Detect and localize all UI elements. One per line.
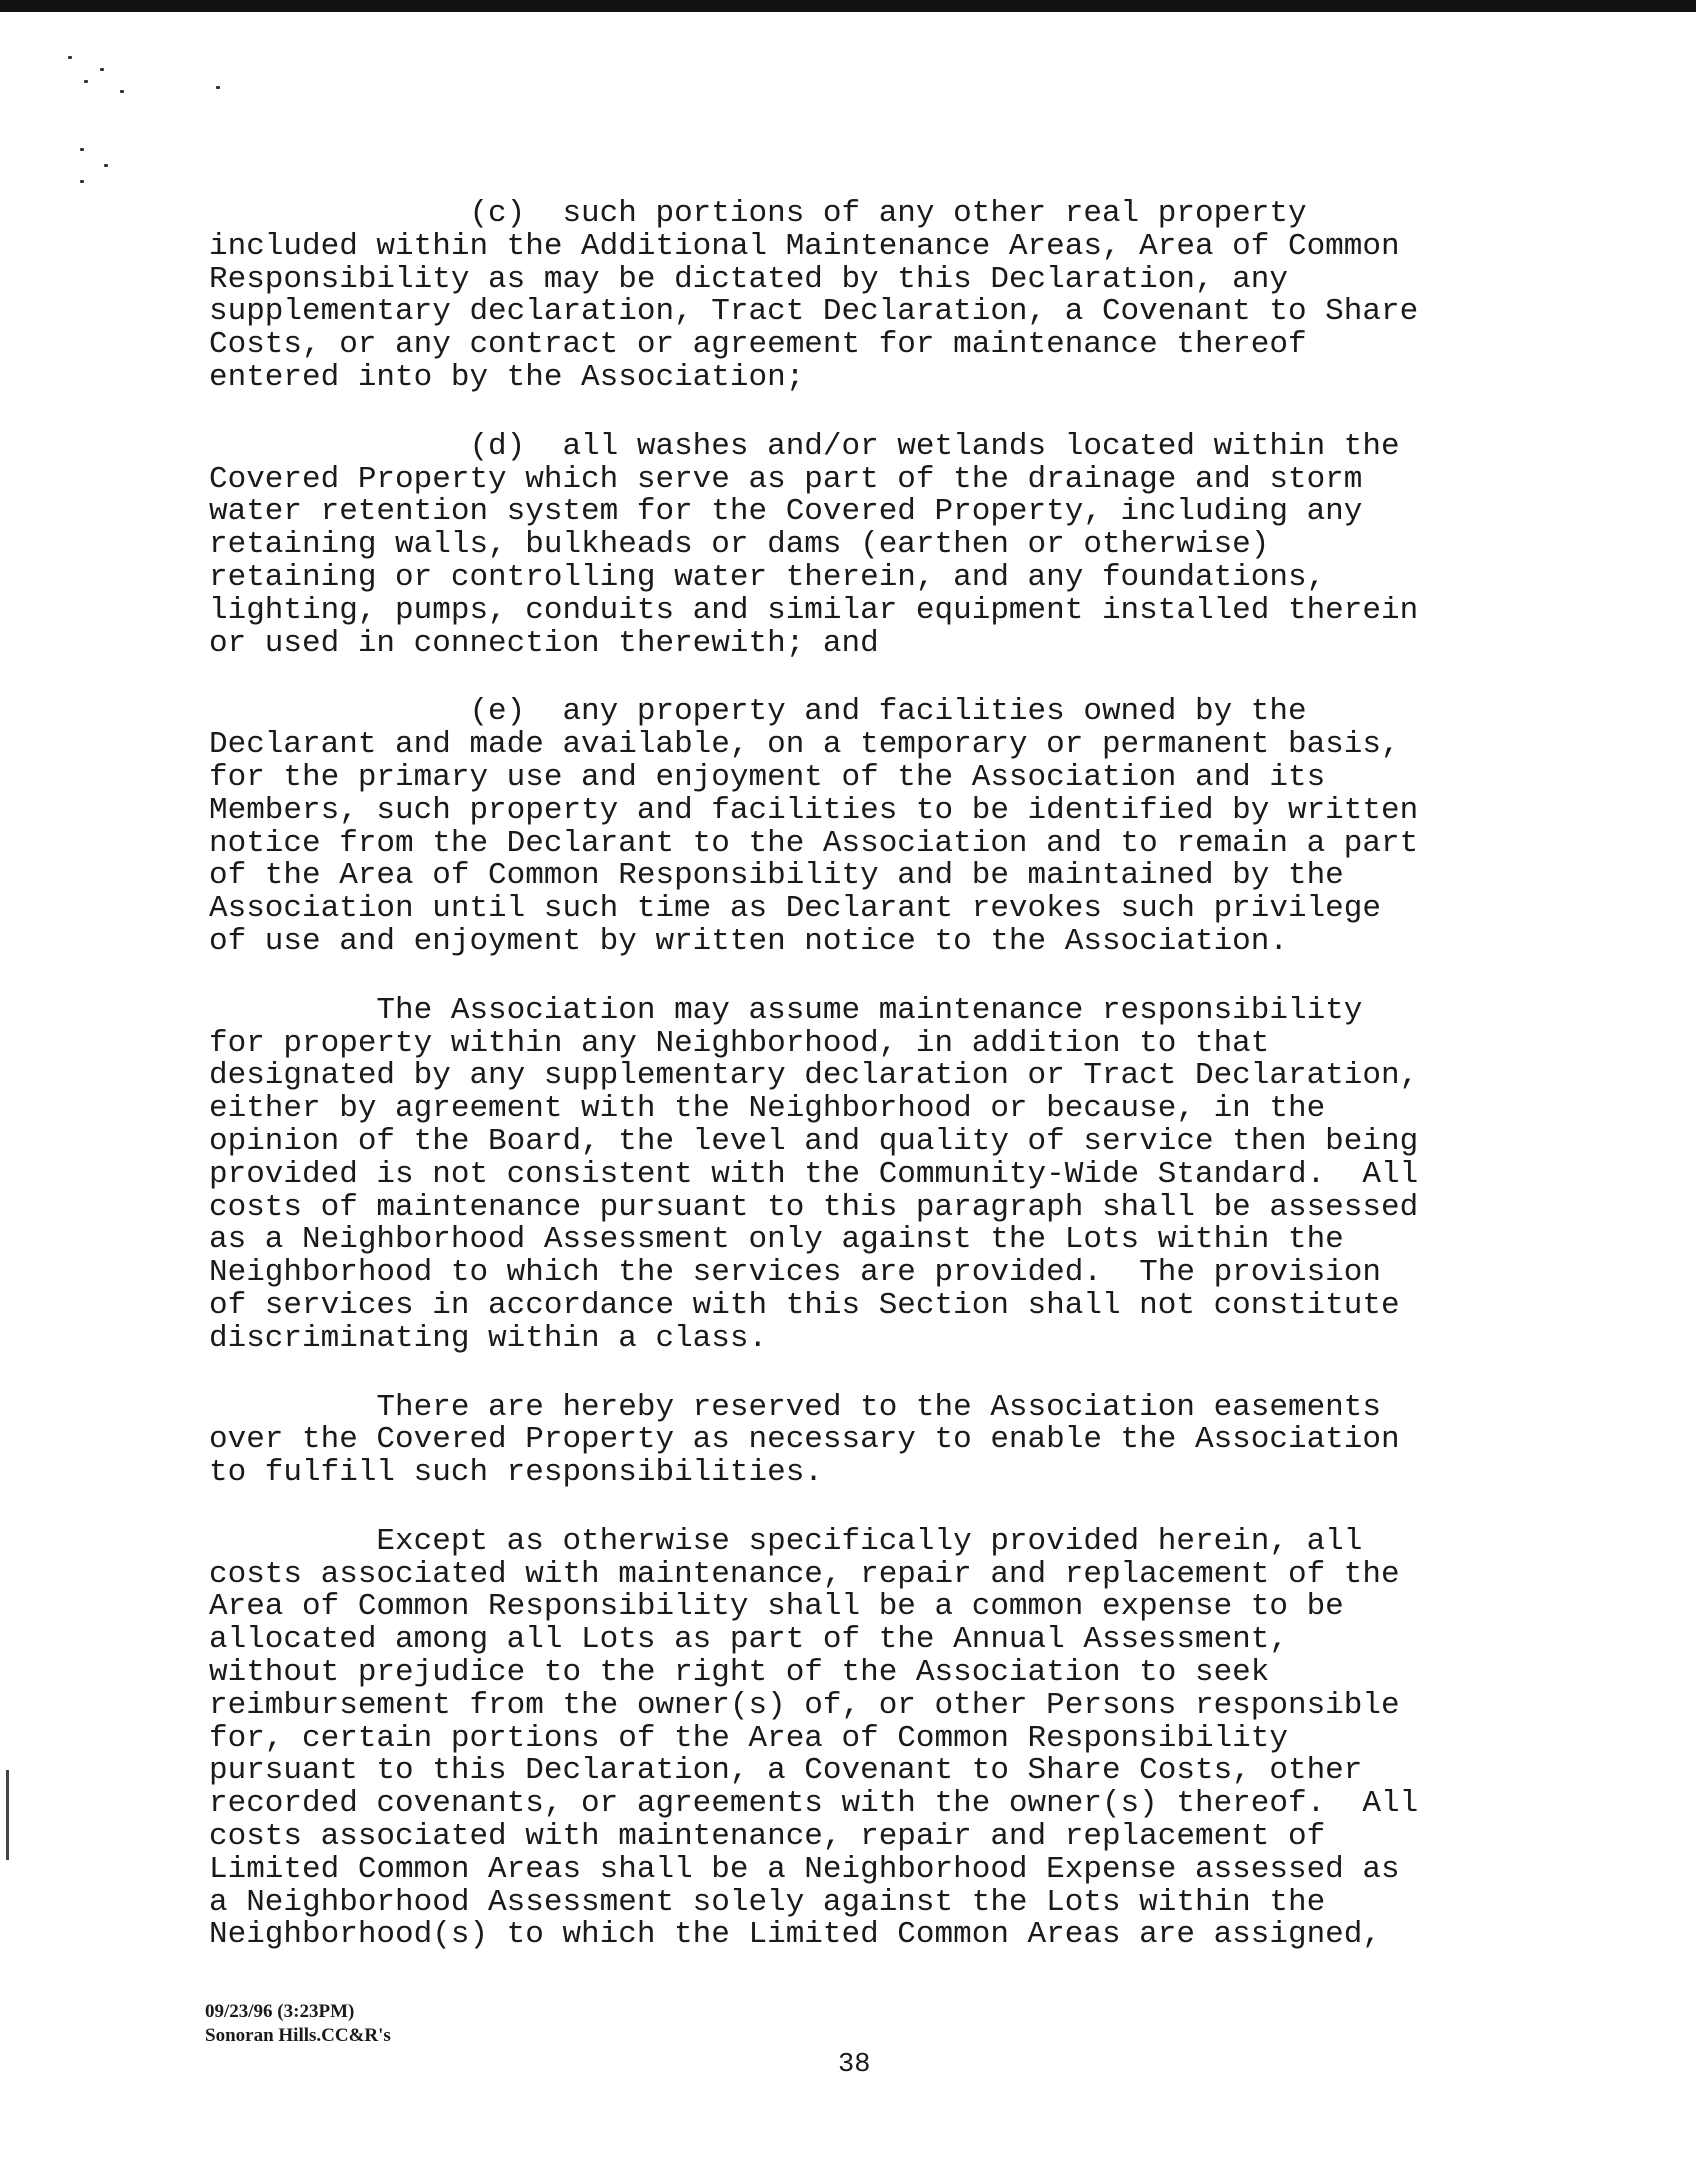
text-line: to fulfill such responsibilities. [209,1455,823,1491]
text-line: pursuant to this Declaration, a Covenant to Share Costs, other [209,1753,1363,1789]
text-line: Except as otherwise specifically provided herein, all [209,1523,1363,1559]
paragraph-c [209,198,1579,395]
scan-top-border [0,0,1696,12]
text-line: allocated among all Lots as part of the Annual Assessment, [209,1622,1288,1658]
footer-stamp [205,2000,391,2048]
scan-speckle [216,86,220,89]
text-line: reimbursement from the owner(s) of, or other Persons responsible [209,1687,1400,1723]
text-line: Limited Common Areas shall be a Neighborhood Expense assessed as [209,1851,1400,1887]
scan-speckle [80,180,84,183]
text-line: or used in connection therewith; and [209,625,879,661]
text-line: of use and enjoyment by written notice to the Association. [209,923,1288,959]
text-line: (d) all washes and/or wetlands located within the [209,428,1400,464]
text-line: Responsibility as may be dictated by this Declaration, any [209,261,1288,297]
text-line: retaining walls, bulkheads or dams (earthen or otherwise) [209,527,1270,563]
paragraph-d [209,428,1579,661]
scan-speckle [120,90,124,93]
text-line: for property within any Neighborhood, in addition to that [209,1025,1270,1061]
paragraph-e [209,696,1579,958]
page-number: 38 [838,2050,871,2080]
text-line: costs associated with maintenance, repair and replacement of the [209,1556,1400,1592]
text-line: (e) any property and facilities owned by the [209,694,1307,730]
scan-edge-mark [6,1770,9,1860]
text-line: entered into by the Association; [209,359,805,395]
text-line: Covered Property which serve as part of the drainage and storm [209,461,1363,497]
document-body [209,198,1579,1988]
text-line: Neighborhood(s) to which the Limited Common Areas are assigned, [209,1917,1381,1953]
text-line: provided is not consistent with the Community-Wide Standard. All [209,1156,1419,1192]
text-line: of services in accordance with this Section shall not constitute [209,1287,1400,1323]
scan-speckle [68,56,72,59]
text-line: Neighborhood to which the services are provided. The provision [209,1255,1381,1291]
text-line: discriminating within a class. [209,1320,768,1356]
text-line: Costs, or any contract or agreement for maintenance thereof [209,327,1307,363]
text-line: without prejudice to the right of the Association to seek [209,1655,1270,1691]
text-line: (c) such portions of any other real property [209,196,1307,231]
text-line: Declarant and made available, on a temporary or permanent basis, [209,727,1400,763]
paragraph-easements [209,1389,1579,1491]
scan-speckle [100,68,104,71]
text-line: There are hereby reserved to the Association easements [209,1389,1381,1425]
text-line: Members, such property and facilities to be identified by written [209,792,1419,828]
footer-date: 09/23/96 (3:23PM) [205,2001,355,2022]
text-line: a Neighborhood Assessment solely against the Lots within the [209,1884,1326,1920]
text-line: costs of maintenance pursuant to this paragraph shall be assessed [209,1189,1419,1225]
text-line: recorded covenants, or agreements with the owner(s) thereof. All [209,1786,1419,1822]
text-line: opinion of the Board, the level and quality of service then being [209,1123,1419,1159]
text-line: lighting, pumps, conduits and similar equipment installed therein [209,592,1419,628]
scan-speckle [84,80,88,83]
text-line: for the primary use and enjoyment of the Association and its [209,759,1326,795]
scan-speckle [104,164,108,167]
text-line: notice from the Declarant to the Association and to remain a part [209,825,1419,861]
text-line: Area of Common Responsibility shall be a common expense to be [209,1589,1344,1625]
text-line: of the Area of Common Responsibility and be maintained by the [209,858,1344,894]
text-line: retaining or controlling water therein, and any foundations, [209,559,1326,595]
text-line: water retention system for the Covered Property, including any [209,494,1363,530]
text-line: as a Neighborhood Assessment only against the Lots within the [209,1222,1344,1258]
text-line: designated by any supplementary declaration or Tract Declaration, [209,1058,1419,1094]
paragraph-assume-maintenance [209,992,1579,1356]
text-line: Association until such time as Declarant revokes such privilege [209,891,1381,927]
text-line: either by agreement with the Neighborhood or because, in the [209,1091,1326,1127]
text-line: for, certain portions of the Area of Common Responsibility [209,1720,1288,1756]
text-line: over the Covered Property as necessary to enable the Association [209,1422,1400,1458]
footer-file-name: Sonoran Hills.CC&R's [205,2025,391,2046]
text-line: supplementary declaration, Tract Declaration, a Covenant to Share [209,294,1419,330]
scan-speckle [80,148,84,151]
paragraph-costs [209,1523,1579,1953]
text-line: included within the Additional Maintenance Areas, Area of Common [209,228,1400,264]
text-line: The Association may assume maintenance responsibility [209,992,1363,1028]
text-line: costs associated with maintenance, repair and replacement of [209,1819,1326,1855]
